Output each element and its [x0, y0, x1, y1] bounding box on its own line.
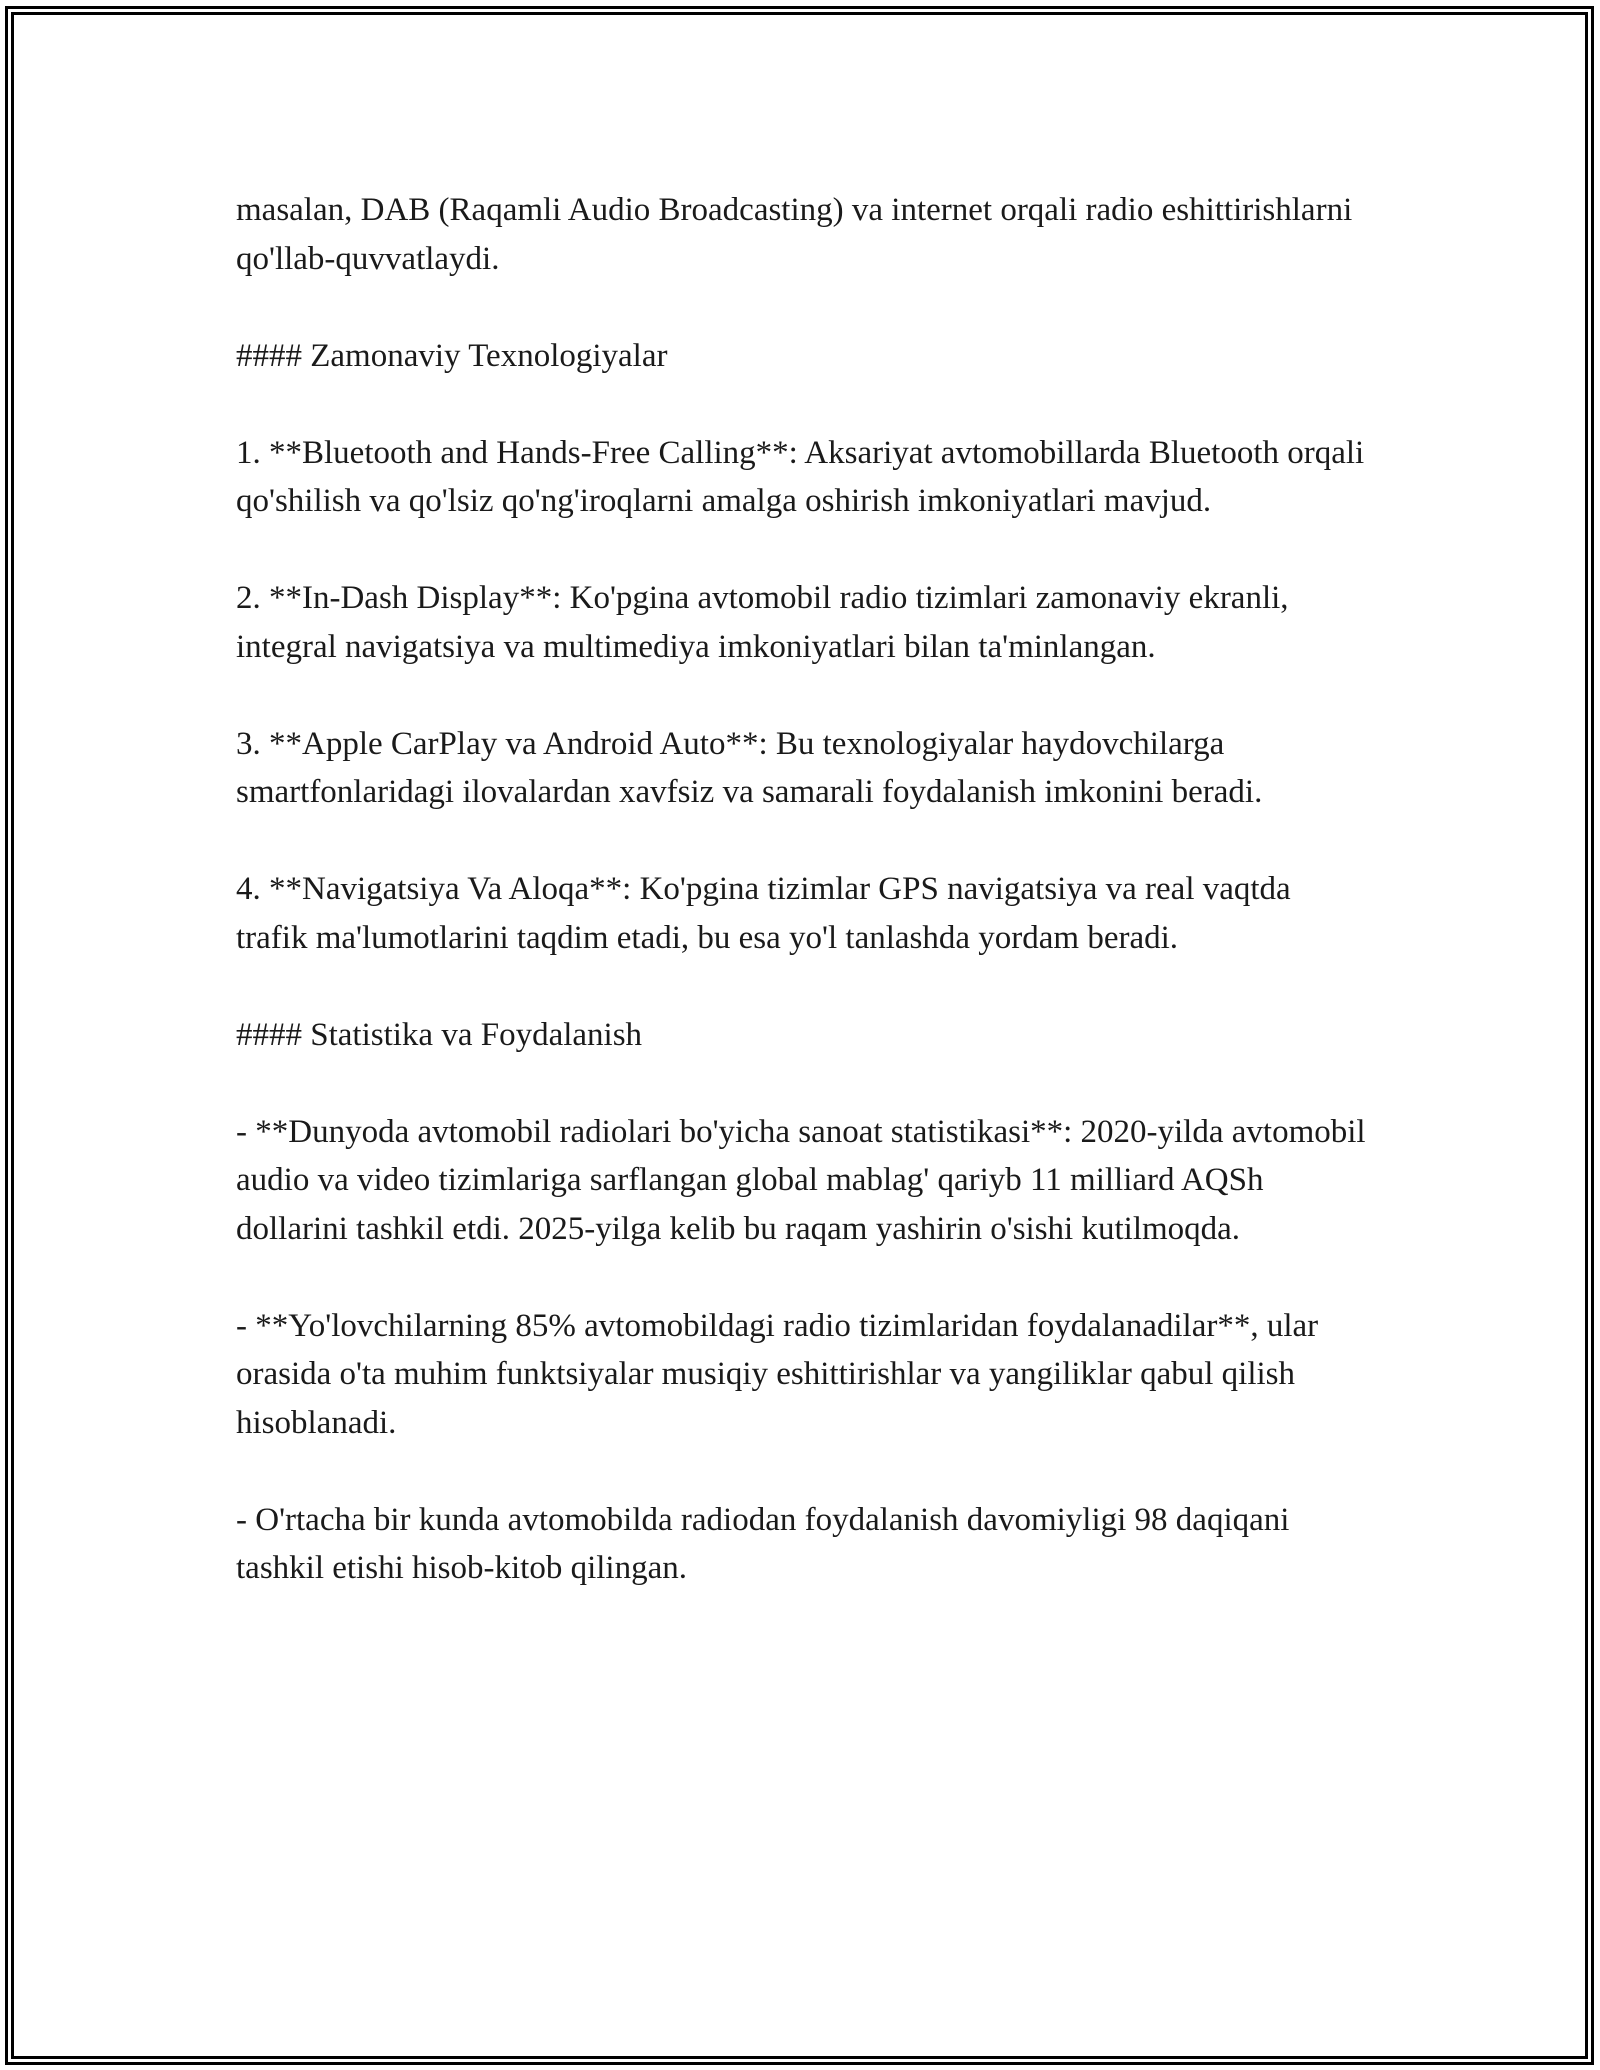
bullet-daily-duration: - O'rtacha bir kunda avtomobilda radiodan foydalanish davomiyligi 98 daqiqani tashkil etishi hisob-kitob qilingan. [236, 1501, 1290, 1586]
paragraph-dab-continuation: masalan, DAB (Raqamli Audio Broadcasting) va internet orqali radio eshittirishlarni qo'llab-quvvatlaydi. [236, 192, 1353, 277]
heading-zamonaviy-texnologiyalar: #### Zamonaviy Texnologiyalar [236, 337, 668, 374]
document-body [236, 186, 1366, 1593]
heading-statistika-foydalanish: #### Statistika va Foydalanish [236, 1016, 643, 1053]
list-item-bluetooth: 1. **Bluetooth and Hands-Free Calling**: Aksariyat avtomobillarda Bluetooth orqali qo'shilish va qo'lsiz qo'ng'iroqlarni amalga oshirish imkoniyatlari mavjud. [236, 434, 1365, 519]
list-item-in-dash-display: 2. **In-Dash Display**: Ko'pgina avtomobil radio tizimlari zamonaviy ekranli, integral navigatsiya va multimediya imkoniyatlari bilan ta'minlangan. [236, 580, 1289, 665]
bullet-passenger-usage: - **Yo'lovchilarning 85% avtomobildagi radio tizimlaridan foydalanadilar**, ular orasida o'ta muhim funktsiyalar musiqiy eshittirishlar va yangiliklar qabul qilish hisoblanadi. [236, 1307, 1319, 1441]
list-item-navigatsiya-aloqa: 4. **Navigatsiya Va Aloqa**: Ko'pgina tizimlar GPS navigatsiya va real vaqtda trafik ma'lumotlarini taqdim etadi, bu esa yo'l tanlashda yordam beradi. [236, 871, 1291, 956]
list-item-carplay-android-auto: 3. **Apple CarPlay va Android Auto**: Bu texnologiyalar haydovchilarga smartfonlaridagi ilovalardan xavfsiz va samarali foydalanish imkonini beradi. [236, 725, 1263, 810]
bullet-industry-statistics: - **Dunyoda avtomobil radiolari bo'yicha sanoat statistikasi**: 2020-yilda avtomobil audio va video tizimlariga sarflangan global mablag' qariyb 11 milliard AQSh dollarini tashkil etdi. 2025-yilga kelib bu raqam yashirin o'sishi kutilmoqda. [236, 1113, 1366, 1247]
